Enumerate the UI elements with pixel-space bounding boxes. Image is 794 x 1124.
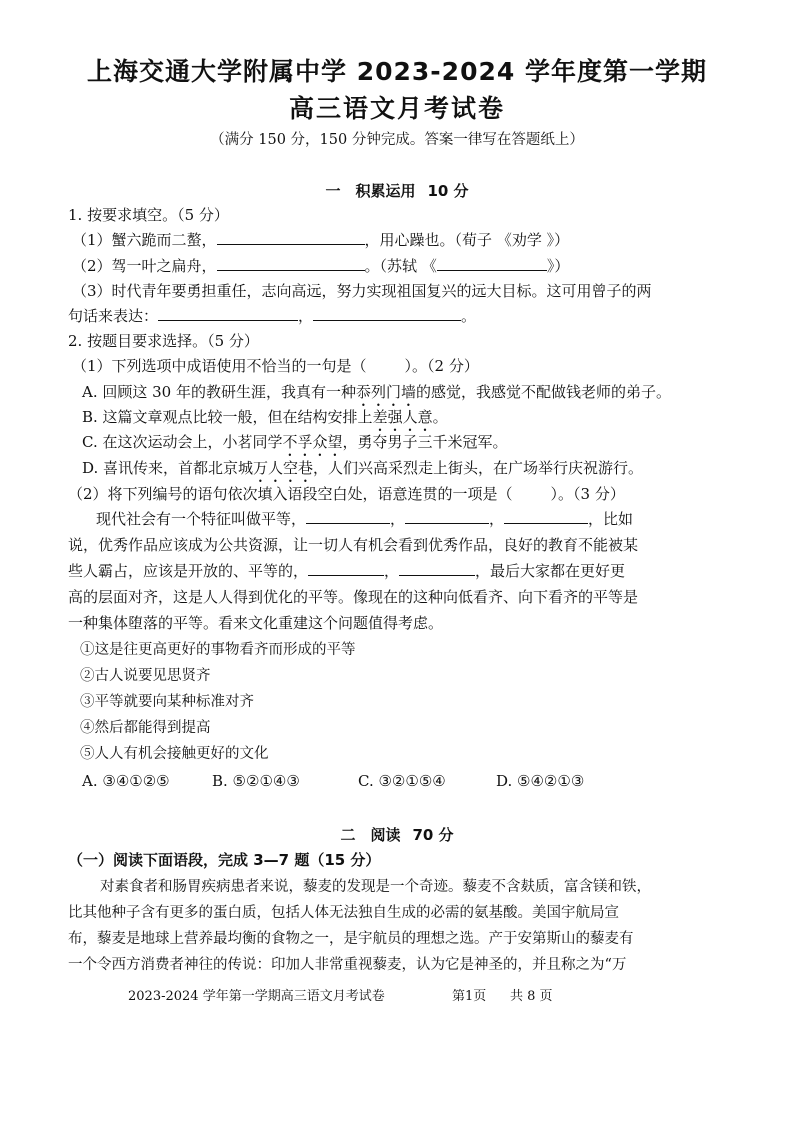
exam-title-line1: 上海交通大学附属中学 2023-2024 学年度第一学期 <box>87 57 707 86</box>
option-a-post: 的感觉，我感觉不配做钱老师的弟子。 <box>416 383 672 401</box>
answer-blank <box>504 509 588 524</box>
passage-line-1-end: ，比如 <box>588 510 634 528</box>
q2-option-d <box>82 458 643 486</box>
section-1-score: 10 分 <box>427 182 469 200</box>
choice-d: D. ⑤④②①③ <box>496 772 585 790</box>
section-2-heading <box>0 824 794 845</box>
option-a-idiom: 忝列门墙 <box>356 383 417 401</box>
answer-blank <box>313 306 461 321</box>
q2-part2-prefix: （2）将下列编号的语句依次填入语段空白处，语意连贯的一项是（ <box>68 485 513 503</box>
footer-total: 共 8 页 <box>510 989 553 1004</box>
q2-part1-prefix: （1）下列选项中成语使用不恰当的一句是（ <box>72 357 367 375</box>
q1-item-2-prefix: （2）驾一叶之扁舟， <box>72 257 217 275</box>
passage-line-3-text: 些人霸占，应该是开放的、平等的， <box>68 562 309 580</box>
q1-item-3-line1: （3）时代青年要勇担重任，志向高远，努力实现祖国复兴的远大目标。这可用曾子的两 <box>72 282 652 300</box>
sentence-1: ①这是往更高更好的事物看齐而形成的平等 <box>80 642 356 658</box>
option-d-post: ，人们兴高采烈走上街头，在广场举行庆祝游行。 <box>313 459 644 477</box>
q2-part1-suffix: ）。（2 分） <box>404 357 479 375</box>
q1-item-1-prefix: （1）蟹六跪而二螯， <box>72 231 217 249</box>
passage-line-1-text: 现代社会有一个特征叫做平等， <box>96 510 307 528</box>
option-d-pre: D. 喜讯传来，首都北京城 <box>82 459 254 477</box>
answer-blank <box>158 306 298 321</box>
q1-item-1-suffix: ，用心躁也。（荀子 《劝学 》） <box>364 231 570 249</box>
answer-blank <box>437 256 547 271</box>
q1-item-2-suffix: 》） <box>546 257 570 275</box>
q2-part2-suffix: ）。（3 分） <box>550 485 625 503</box>
q2-heading: 2. 按题目要求选择。（5 分） <box>68 332 259 350</box>
q1-item-2-mid: 。（苏轼 《 <box>364 257 437 275</box>
answer-blank <box>399 561 475 576</box>
answer-blank <box>308 561 384 576</box>
exam-note: （满分 150 分，150 分钟完成。答案一律写在答题纸上） <box>210 132 584 148</box>
option-b-pre: B. 这篇文章观点比较一般，但在结构安排上 <box>82 408 373 426</box>
sentence-3: ③平等就要向某种标准对齐 <box>80 694 254 710</box>
passage-line-5: 一种集体堕落的平等。看来文化重建这个问题值得考虑。 <box>68 614 444 632</box>
choice-c: C. ③②①⑤④ <box>358 772 446 790</box>
option-b-idiom: 差强人意 <box>372 408 433 426</box>
q1-item-3-sep: ， <box>298 307 314 325</box>
q2-part1-prompt <box>72 356 479 376</box>
passage-line-2: 说，优秀作品应该成为公共资源，让一切人有机会看到优秀作品，良好的教育不能被某 <box>68 536 639 554</box>
q1-item-3-prefix: 句话来表达： <box>68 307 159 325</box>
sentence-4: ④然后都能得到提高 <box>80 720 211 736</box>
answer-blank <box>405 509 489 524</box>
section-1-name: 一 积累运用 <box>325 182 416 200</box>
exam-title-line2: 高三语文月考试卷 <box>288 94 505 123</box>
section-1-heading <box>0 180 794 201</box>
choice-a: A. ③④①②⑤ <box>82 772 170 790</box>
sentence-5: ⑤人人有机会接触更好的文化 <box>80 746 269 762</box>
q1-heading: 1. 按要求填空。（5 分） <box>68 206 229 224</box>
reading-line-2: 比其他种子含有更多的蛋白质，包括人体无法独自生成的必需的氨基酸。美国宇航局宣 <box>68 905 619 921</box>
section-2-name: 二 阅读 <box>340 826 401 844</box>
q2-option-a <box>82 382 671 410</box>
reading-line-3: 布，藜麦是地球上营养最均衡的食物之一，是宇航员的理想之选。产于安第斯山的藜麦有 <box>68 931 634 947</box>
section-2-score: 70 分 <box>412 826 454 844</box>
passage-line-3: 些人霸占，应该是开放的、平等的， ， ，最后大家都在更好更 <box>68 562 626 580</box>
answer-blank <box>217 256 365 271</box>
q1-item-1 <box>72 230 569 250</box>
passage-line-1: 现代社会有一个特征叫做平等， ， ， ，比如 <box>96 510 634 528</box>
q2-option-c <box>82 432 508 460</box>
q2-option-b <box>82 407 448 435</box>
answer-blank <box>217 230 365 245</box>
footer-page: 第1页 <box>452 989 487 1004</box>
option-c-idiom: 不孚众望 <box>282 433 343 451</box>
reading-line-4: 一个令西方消费者神往的传说：印加人非常重视藜麦，认为它是神圣的，并且称之为“万 <box>68 957 627 973</box>
option-c-pre: C. 在这次运动会上，小茗同学 <box>82 433 283 451</box>
option-c-post: ，勇夺男子三千米冠军。 <box>342 433 508 451</box>
option-d-idiom: 万人空巷 <box>253 459 314 477</box>
passage-line-4: 高的层面对齐，这是人人得到优化的平等。像现在的这种向低看齐、向下看齐的平等是 <box>68 588 639 606</box>
q1-item-2 <box>72 256 569 276</box>
footer-label: 2023-2024 学年第一学期高三语文月考试卷 <box>128 989 385 1004</box>
answer-blank <box>306 509 390 524</box>
option-a-pre: A. 回顾这 30 年的教研生涯，我真有一种 <box>82 383 356 401</box>
choice-b: B. ⑤②①④③ <box>212 772 300 790</box>
reading-line-1: 对素食者和肠胃疾病患者来说，藜麦的发现是一个奇迹。藜麦不含麸质，富含镁和铁， <box>100 879 651 895</box>
passage-line-3-end: ，最后大家都在更好更 <box>475 562 626 580</box>
sentence-2: ②古人说要见思贤齐 <box>80 668 211 684</box>
q2-part2-prompt <box>68 484 625 504</box>
reading-heading: （一）阅读下面语段，完成 3—7 题（15 分） <box>68 851 381 869</box>
q1-item-3-line2 <box>68 306 476 326</box>
option-b-post: 。 <box>432 408 448 426</box>
q1-item-3-end: 。 <box>461 307 477 325</box>
